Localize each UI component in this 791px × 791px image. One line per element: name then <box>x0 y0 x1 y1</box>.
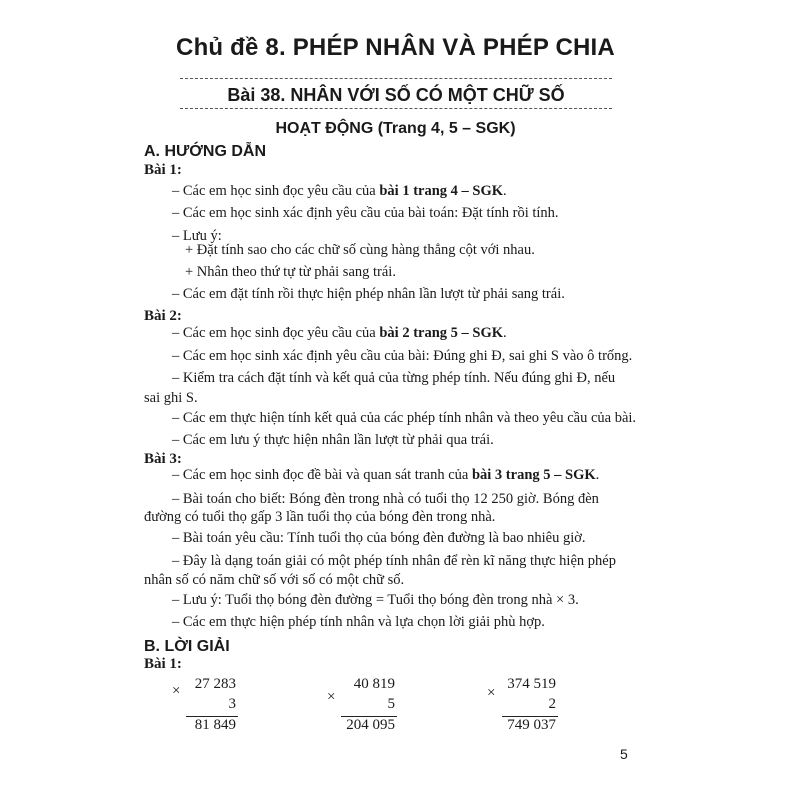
multiply-sign: × <box>172 683 181 699</box>
a-bai2-line3a: – Kiểm tra cách đặt tính và kết quả của từng phép tính. Nếu đúng ghi Đ, nếu <box>172 370 616 386</box>
section-b-heading: B. LỜI GIẢI <box>144 638 230 655</box>
a-bai1-line6: – Các em đặt tính rồi thực hiện phép nhân lần lượt từ phải sang trái. <box>172 286 565 302</box>
a-bai1-line3: – Lưu ý: <box>172 228 222 244</box>
a-bai3-line4b: nhân số có năm chữ số với số có một chữ số. <box>144 572 405 588</box>
a-bai1-line4: + Đặt tính sao cho các chữ số cùng hàng thẳng cột với nhau. <box>185 242 535 258</box>
a-bai3-line3: – Bài toán yêu cầu: Tính tuổi thọ của bóng đèn đường là bao nhiêu giờ. <box>172 530 586 546</box>
a-bai1-heading: Bài 1: <box>144 162 182 178</box>
a-bai2-heading: Bài 2: <box>144 308 182 324</box>
product: 204 095 <box>346 717 395 733</box>
product: 81 849 <box>194 717 236 733</box>
activity-title: HOẠT ĐỘNG (Trang 4, 5 – SGK) <box>275 120 516 137</box>
multiplicand: 374 519 <box>507 676 556 692</box>
b-bai1-heading: Bài 1: <box>144 656 182 672</box>
a-bai1-line2: – Các em học sinh xác định yêu cầu của bài toán: Đặt tính rồi tính. <box>172 205 559 221</box>
lesson-title-bottom-rule <box>180 108 612 109</box>
a-bai2-line1: – Các em học sinh đọc yêu cầu của bài 2 trang 5 – SGK. <box>172 325 507 341</box>
a-bai3-line4a: – Đây là dạng toán giải có một phép tính nhân để rèn kĩ năng thực hiện phép <box>172 553 616 569</box>
page-number: 5 <box>620 746 628 762</box>
multiplier: 2 <box>548 696 556 712</box>
chapter-title: Chủ đề 8. PHÉP NHÂN VÀ PHÉP CHIA <box>176 34 615 61</box>
multiplicand: 40 819 <box>353 676 395 692</box>
a-bai2-line4: – Các em thực hiện tính kết quả của các phép tính nhân và theo yêu cầu của bài. <box>172 410 637 426</box>
section-a-heading: A. HƯỚNG DẪN <box>144 143 267 160</box>
multiplier: 5 <box>387 696 395 712</box>
multiplicand: 27 283 <box>194 676 236 692</box>
a-bai3-line1: – Các em học sinh đọc đề bài và quan sát tranh của bài 3 trang 5 – SGK. <box>172 467 600 483</box>
multiplier: 3 <box>228 696 236 712</box>
a-bai2-line5: – Các em lưu ý thực hiện nhân lần lượt từ phải qua trái. <box>172 432 494 448</box>
multiply-sign: × <box>487 685 496 701</box>
lesson-title-top-rule <box>180 78 612 79</box>
a-bai2-line3b: sai ghi S. <box>144 390 198 406</box>
lesson-title: Bài 38. NHÂN VỚI SỐ CÓ MỘT CHỮ SỐ <box>227 85 565 105</box>
a-bai3-line6: – Các em thực hiện phép tính nhân và lựa chọn lời giải phù hợp. <box>172 614 545 630</box>
multiply-sign: × <box>327 689 336 705</box>
a-bai3-line2a: – Bài toán cho biết: Bóng đèn trong nhà có tuổi thọ 12 250 giờ. Bóng đèn <box>172 491 599 507</box>
a-bai1-line5: + Nhân theo thứ tự từ phải sang trái. <box>185 264 396 280</box>
product: 749 037 <box>507 717 556 733</box>
a-bai1-line1: – Các em học sinh đọc yêu cầu của bài 1 trang 4 – SGK. <box>172 183 507 199</box>
a-bai3-line2b: đường có tuổi thọ gấp 3 lần tuổi thọ của bóng đèn trong nhà. <box>144 509 496 525</box>
a-bai3-heading: Bài 3: <box>144 451 182 467</box>
a-bai3-line5: – Lưu ý: Tuổi thọ bóng đèn đường = Tuổi thọ bóng đèn trong nhà × 3. <box>172 592 579 608</box>
a-bai2-line2: – Các em học sinh xác định yêu cầu của bài: Đúng ghi Đ, sai ghi S vào ô trống. <box>172 348 633 364</box>
